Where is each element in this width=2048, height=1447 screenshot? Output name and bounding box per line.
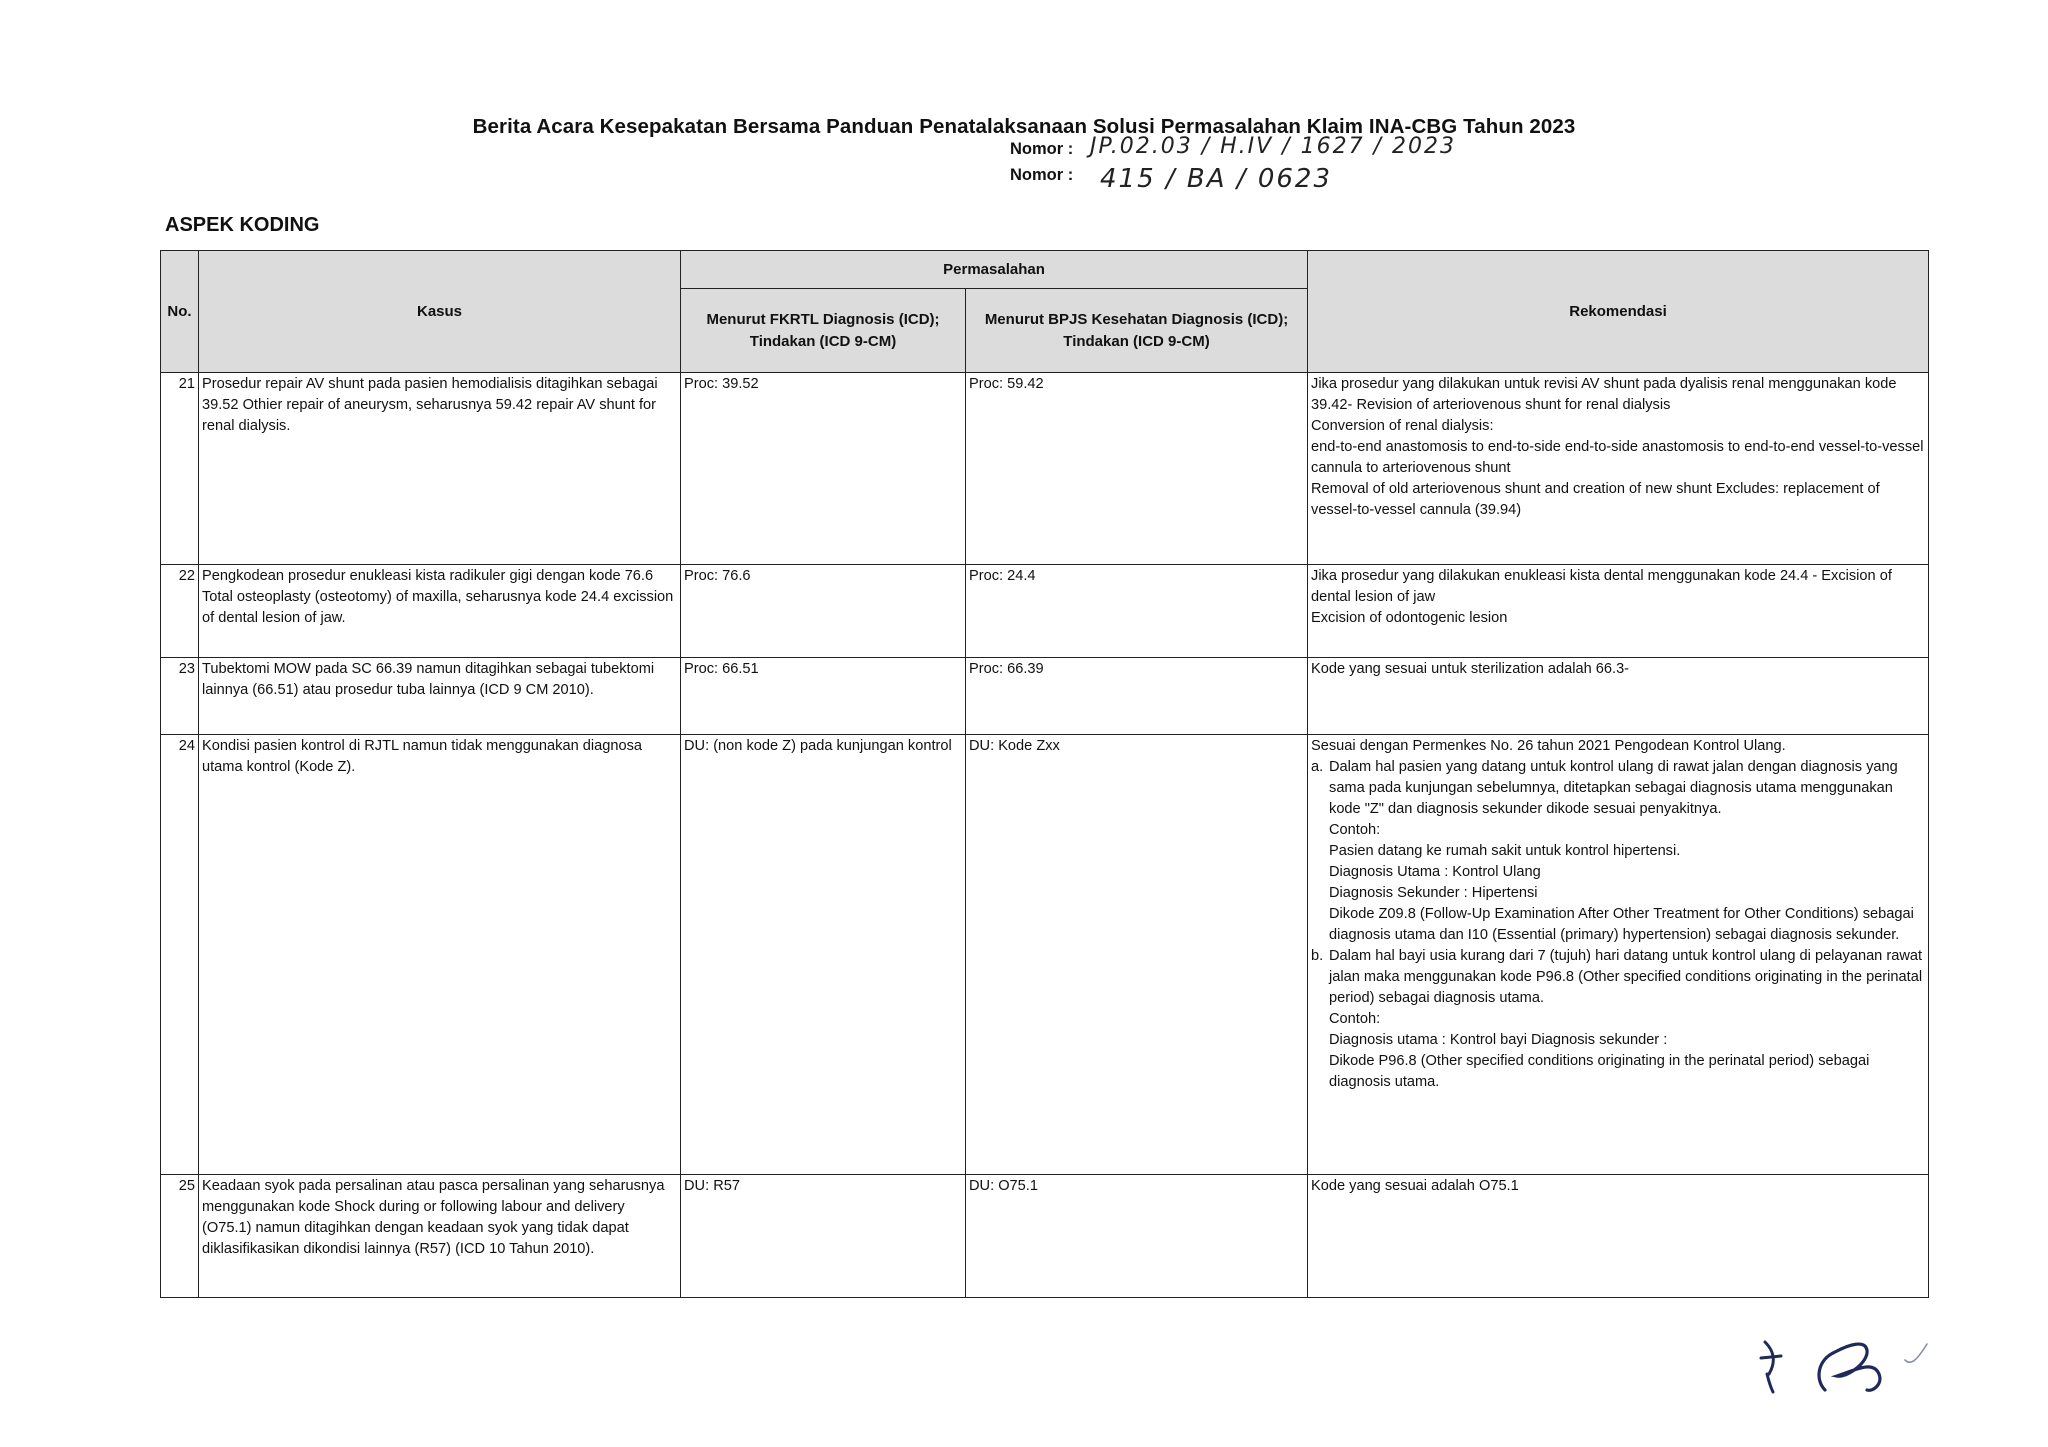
nomor-label-1: Nomor : — [1010, 140, 1074, 158]
rekomendasi-line: Removal of old arteriovenous shunt and creation of new shunt Excludes: replacement of vessel-to-vessel cannula (39.94) — [1311, 481, 1880, 518]
item-lines — [1329, 946, 1925, 1093]
row-kasus: Tubektomi MOW pada SC 66.39 namun ditagihkan sebagai tubektomi lainnya (66.51) atau prosedur tuba lainnya (ICD 9 CM 2010). — [199, 658, 681, 735]
table-row — [161, 1175, 1929, 1298]
header-kasus: Kasus — [199, 251, 681, 373]
rekomendasi-line: Excision of odontogenic lesion — [1311, 610, 1508, 626]
rekomendasi-line: Contoh: — [1329, 1011, 1381, 1027]
row-number: 21 — [161, 373, 199, 565]
table-row — [161, 565, 1929, 658]
row-rekomendasi — [1308, 735, 1929, 1175]
row-number: 22 — [161, 565, 199, 658]
row-rekomendasi — [1308, 658, 1929, 735]
table-row — [161, 735, 1929, 1175]
row-number: 24 — [161, 735, 199, 1175]
row-fkrtl: DU: R57 — [681, 1175, 966, 1298]
row-bpjs: DU: O75.1 — [966, 1175, 1308, 1298]
table-row — [161, 658, 1929, 735]
nomor-value-1: JP.02.03 / H.IV / 1627 / 2023 — [1090, 134, 1456, 159]
nomor-line-2 — [1010, 164, 1332, 194]
nomor-value-2: 415 / BA / 0623 — [1100, 164, 1332, 194]
rekomendasi-line: end-to-end anastomosis to end-to-side end-to-side anastomosis to end-to-end vessel-to-vessel cannula to arteriovenous shunt — [1311, 439, 1924, 476]
document-title: Berita Acara Kesepakatan Bersama Panduan Penatalaksanaan Solusi Permasalahan Klaim INA-CBG Tahun 2023 — [472, 115, 1576, 138]
rekomendasi-line: Conversion of renal dialysis: — [1311, 418, 1494, 434]
nomor-label-2: Nomor : — [1010, 166, 1074, 184]
header-no: No. — [161, 251, 199, 373]
row-fkrtl: Proc: 66.51 — [681, 658, 966, 735]
rekomendasi-line: Contoh: — [1329, 822, 1381, 838]
signature-initials — [1755, 1330, 1935, 1400]
rekomendasi-line: Diagnosis Utama : Kontrol Ulang — [1329, 864, 1541, 880]
row-bpjs: Proc: 24.4 — [966, 565, 1308, 658]
item-lines — [1329, 757, 1925, 946]
nomor-line-1 — [1010, 134, 1456, 159]
header-permasalahan: Permasalahan — [681, 251, 1308, 289]
row-bpjs: Proc: 59.42 — [966, 373, 1308, 565]
section-title: ASPEK KODING — [165, 214, 320, 236]
table-header — [161, 251, 1929, 373]
rekomendasi-line: Diagnosis Sekunder : Hipertensi — [1329, 885, 1538, 901]
rekomendasi-intro: Sesuai dengan Permenkes No. 26 tahun 2021 Pengodean Kontrol Ulang. — [1311, 738, 1786, 754]
rekomendasi-line: Dikode P96.8 (Other specified conditions originating in the perinatal period) sebagai diagnosis utama. — [1329, 1053, 1870, 1090]
table-body — [161, 373, 1929, 1298]
rekomendasi-line: Jika prosedur yang dilakukan untuk revisi AV shunt pada dyalisis renal menggunakan kode 39.42- Revision of arteriovenous shunt for renal dialysis — [1311, 376, 1897, 413]
row-rekomendasi — [1308, 1175, 1929, 1298]
row-kasus: Prosedur repair AV shunt pada pasien hemodialisis ditagihkan sebagai 39.52 Othier repair of aneurysm, seharusnya 59.42 repair AV shunt for renal dialysis. — [199, 373, 681, 565]
rekomendasi-line: Kode yang sesuai untuk sterilization adalah 66.3- — [1311, 661, 1630, 677]
row-fkrtl: DU: (non kode Z) pada kunjungan kontrol — [681, 735, 966, 1175]
row-kasus: Pengkodean prosedur enukleasi kista radikuler gigi dengan kode 76.6 Total osteoplasty (osteotomy) of maxilla, seharusnya kode 24.4 excission of dental lesion of jaw. — [199, 565, 681, 658]
rekomendasi-line: Dikode Z09.8 (Follow-Up Examination After Other Treatment for Other Conditions) sebagai diagnosis utama dan I10 (Essential (primary) hypertension) sebagai diagnosis sekunder. — [1329, 906, 1914, 943]
table-row — [161, 373, 1929, 565]
rekomendasi-line: Kode yang sesuai adalah O75.1 — [1311, 1178, 1519, 1194]
row-number: 23 — [161, 658, 199, 735]
row-rekomendasi — [1308, 565, 1929, 658]
item-marker: b. — [1311, 948, 1324, 964]
row-fkrtl: Proc: 76.6 — [681, 565, 966, 658]
rekomendasi-line: Diagnosis utama : Kontrol bayi Diagnosis sekunder : — [1329, 1032, 1668, 1048]
rekomendasi-line: Dalam hal bayi usia kurang dari 7 (tujuh) hari datang untuk kontrol ulang di pelayanan rawat jalan maka menggunakan kode P96.8 (Other specified conditions originating in the perinatal period) sebagai diagnosis utama. — [1329, 948, 1923, 1006]
row-kasus: Kondisi pasien kontrol di RJTL namun tidak menggunakan diagnosa utama kontrol (Kode Z). — [199, 735, 681, 1175]
row-rekomendasi — [1308, 373, 1929, 565]
row-number: 25 — [161, 1175, 199, 1298]
header-fkrtl: Menurut FKRTL Diagnosis (ICD); Tindakan (ICD 9-CM) — [681, 289, 966, 373]
row-bpjs: Proc: 66.39 — [966, 658, 1308, 735]
coding-table — [160, 250, 1929, 1298]
row-fkrtl: Proc: 39.52 — [681, 373, 966, 565]
rekomendasi-line: Jika prosedur yang dilakukan enukleasi kista dental menggunakan kode 24.4 - Excision of dental lesion of jaw — [1311, 568, 1892, 605]
rekomendasi-item-a — [1311, 757, 1925, 946]
header-rekomendasi: Rekomendasi — [1308, 251, 1929, 373]
rekomendasi-line: Pasien datang ke rumah sakit untuk kontrol hipertensi. — [1329, 843, 1681, 859]
header-bpjs: Menurut BPJS Kesehatan Diagnosis (ICD); Tindakan (ICD 9-CM) — [966, 289, 1308, 373]
rekomendasi-item-b — [1311, 946, 1925, 1093]
row-bpjs: DU: Kode Zxx — [966, 735, 1308, 1175]
row-kasus: Keadaan syok pada persalinan atau pasca persalinan yang seharusnya menggunakan kode Shock during or following labour and delivery (O75.1) namun ditagihkan dengan keadaan syok yang tidak dapat diklasifikasikan dikondisi lainnya (R57) (ICD 10 Tahun 2010). — [199, 1175, 681, 1298]
rekomendasi-line: Dalam hal pasien yang datang untuk kontrol ulang di rawat jalan dengan diagnosis yang sama pada kunjungan sebelumnya, ditetapkan sebagai diagnosis utama menggunakan kode "Z" dan diagnosis sekunder dikode sesuai penyakitnya. — [1329, 759, 1898, 817]
item-marker: a. — [1311, 759, 1324, 775]
